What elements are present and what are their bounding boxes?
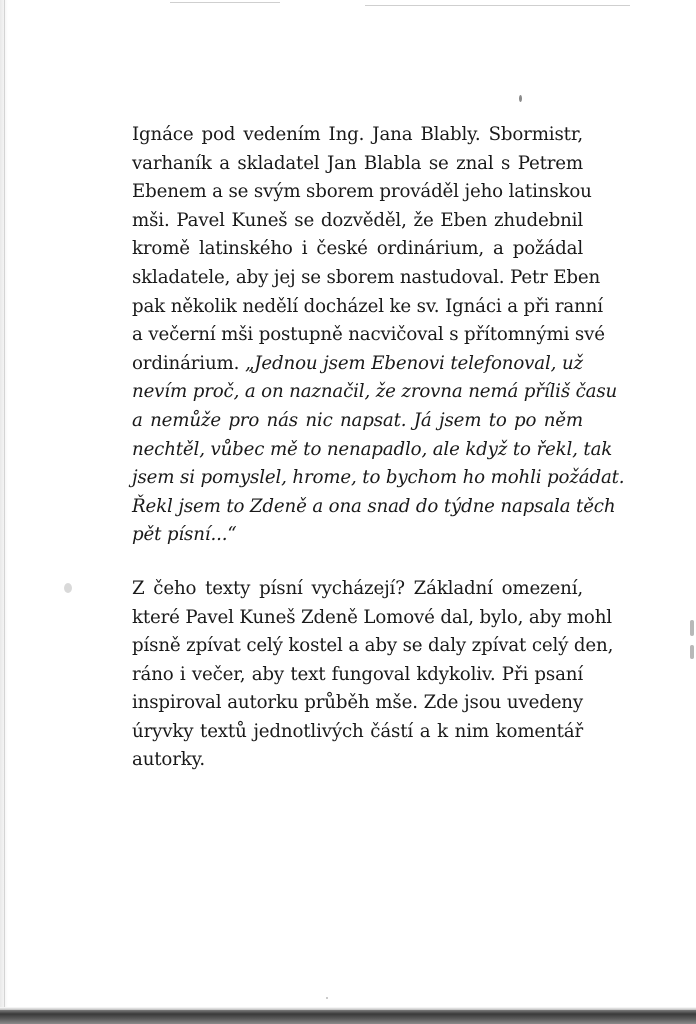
- scan-speck: [690, 620, 694, 636]
- text-line-mixed: [132, 350, 583, 379]
- scan-speck: [326, 997, 328, 999]
- paragraph-2: [132, 575, 614, 775]
- quote-line: nechtěl, vůbec mě to nenapadlo, ale když to řekl, tak: [132, 438, 613, 460]
- quote-line: Řekl jsem to Zdeně a ona snad do týdne napsala těch: [132, 495, 616, 517]
- scanner-bottom-shadow: [0, 1010, 696, 1024]
- text-plain: ordinárium.: [132, 352, 245, 374]
- text-line: Ebenem a se svým sborem prováděl jeho latinskou: [132, 181, 592, 203]
- paragraph-1: [132, 121, 625, 550]
- text-line: úryvky textů jednotlivých částí a k nim komentář: [132, 720, 583, 742]
- scan-speck: [64, 583, 72, 593]
- body-text: [132, 121, 625, 775]
- quote-line: nevím proč, a on naznačil, že zrovna nemá příliš času: [132, 381, 618, 403]
- scan-speck: [519, 95, 522, 102]
- text-line: autorky.: [132, 749, 205, 771]
- quote-line: pět písní...“: [132, 524, 237, 546]
- text-line: Z čeho texty písní vycházejí? Základní omezení,: [132, 577, 583, 599]
- text-line: kromě latinského i české ordinárium, a požádal: [132, 238, 583, 260]
- text-line: varhaník a skladatel Jan Blabla se znal s Petrem: [132, 152, 583, 174]
- page-left-edge-line: [4, 0, 5, 1010]
- scan-speck: [690, 645, 694, 659]
- text-line: které Pavel Kuneš Zdeně Lomové dal, bylo, aby mohl: [132, 606, 612, 628]
- text-line: písně zpívat celý kostel a aby se daly zpívat celý den,: [132, 635, 614, 657]
- text-line: skladatele, aby jej se sborem nastudoval. Petr Eben: [132, 266, 601, 288]
- scan-artifact-top-line: [365, 5, 630, 6]
- text-line: inspiroval autorku průběh mše. Zde jsou uvedeny: [132, 692, 583, 714]
- text-line: pak několik nedělí docházel ke sv. Ignáci a při ranní: [132, 295, 603, 317]
- text-line: a večerní mši postupně nacvičoval s přítomnými své: [132, 324, 605, 346]
- text-line: mši. Pavel Kuneš se dozvěděl, že Eben zhudebnil: [132, 209, 583, 231]
- text-line: ráno i večer, aby text fungoval kdykoliv. Při psaní: [132, 663, 583, 685]
- quote-line: a nemůže pro nás nic napsat. Já jsem to po něm: [132, 409, 583, 431]
- quote-start: „Jednou jsem Ebenovi telefonoval, už: [244, 352, 583, 374]
- quote-line: jsem si pomyslel, hrome, to bychom ho mohli požádat.: [132, 467, 625, 489]
- scan-artifact-top-line: [170, 2, 280, 3]
- text-line: Ignáce pod vedením Ing. Jana Blably. Sbormistr,: [132, 124, 583, 145]
